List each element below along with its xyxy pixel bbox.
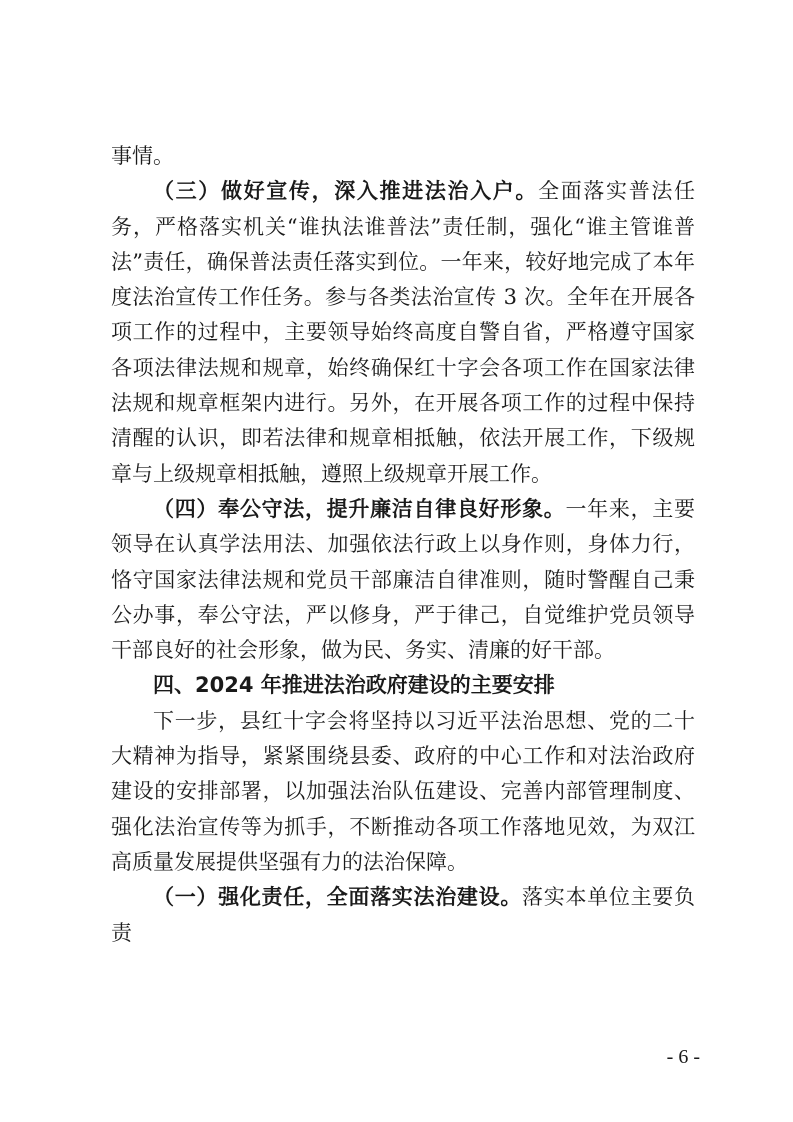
paragraph-next-steps bbox=[111, 704, 695, 880]
heading-text: 四、2024 年推进法治政府建设的主要安排 bbox=[153, 673, 555, 698]
paragraph-integrity bbox=[111, 492, 695, 668]
paragraph-text: 落实本单位主要负责 bbox=[111, 885, 696, 945]
paragraph-text: 事情。 bbox=[111, 144, 174, 168]
paragraph-lead: （一）强化责任，全面落实法治建设。 bbox=[153, 885, 523, 910]
paragraph-responsibility bbox=[111, 880, 695, 951]
paragraph-text: 一年来，主要领导在认真学法用法、加强依法行政上以身作则，身体力行，恪守国家法律法规和党员干部廉洁自律准则，随时警醒自己秉公办事，奉公守法，严以修身，严于律己，自觉维护党员领导干部良好的社会形象，做为民、务实、清廉的好干部。 bbox=[111, 496, 696, 663]
paragraph-lead: （三）做好宣传，深入推进法治入户。 bbox=[153, 179, 539, 204]
page-number: - 6 - bbox=[666, 1046, 700, 1068]
paragraph-text: 全面落实普法任务，严格落实机关“谁执法谁普法”责任制，强化“谁主管谁普法”责任，确保普法责任落实到位。一年来，较好地完成了本年度法治宣传工作任务。参与各类法治宣传 3 次。全年在开展各项工作的过程中，主要领导始终高度自警自省，严格遵守国家各项法律法规和规章，始终确保红十字会各项工作在国家法律法规和规章框架内进行。另外，在开展各项工作的过程中保持清醒的认识，即若法律和规章相抵触，依法开展工作，下级规章与上级规章相抵触，遵照上级规章开展工作。 bbox=[111, 179, 696, 486]
paragraph-continuation bbox=[111, 139, 695, 174]
section-heading bbox=[111, 668, 695, 703]
paragraph-lead: （四）奉公守法，提升廉洁自律良好形象。 bbox=[153, 496, 566, 521]
body-text bbox=[111, 139, 695, 951]
paragraph-publicity bbox=[111, 174, 695, 492]
paragraph-text: 下一步，县红十字会将坚持以习近平法治思想、党的二十大精神为指导，紧紧围绕县委、政府的中心工作和对法治政府建设的安排部署，以加强法治队伍建设、完善内部管理制度、强化法治宣传等为抓手，不断推动各项工作落地见效，为双江高质量发展提供坚强有力的法治保障。 bbox=[111, 708, 695, 874]
